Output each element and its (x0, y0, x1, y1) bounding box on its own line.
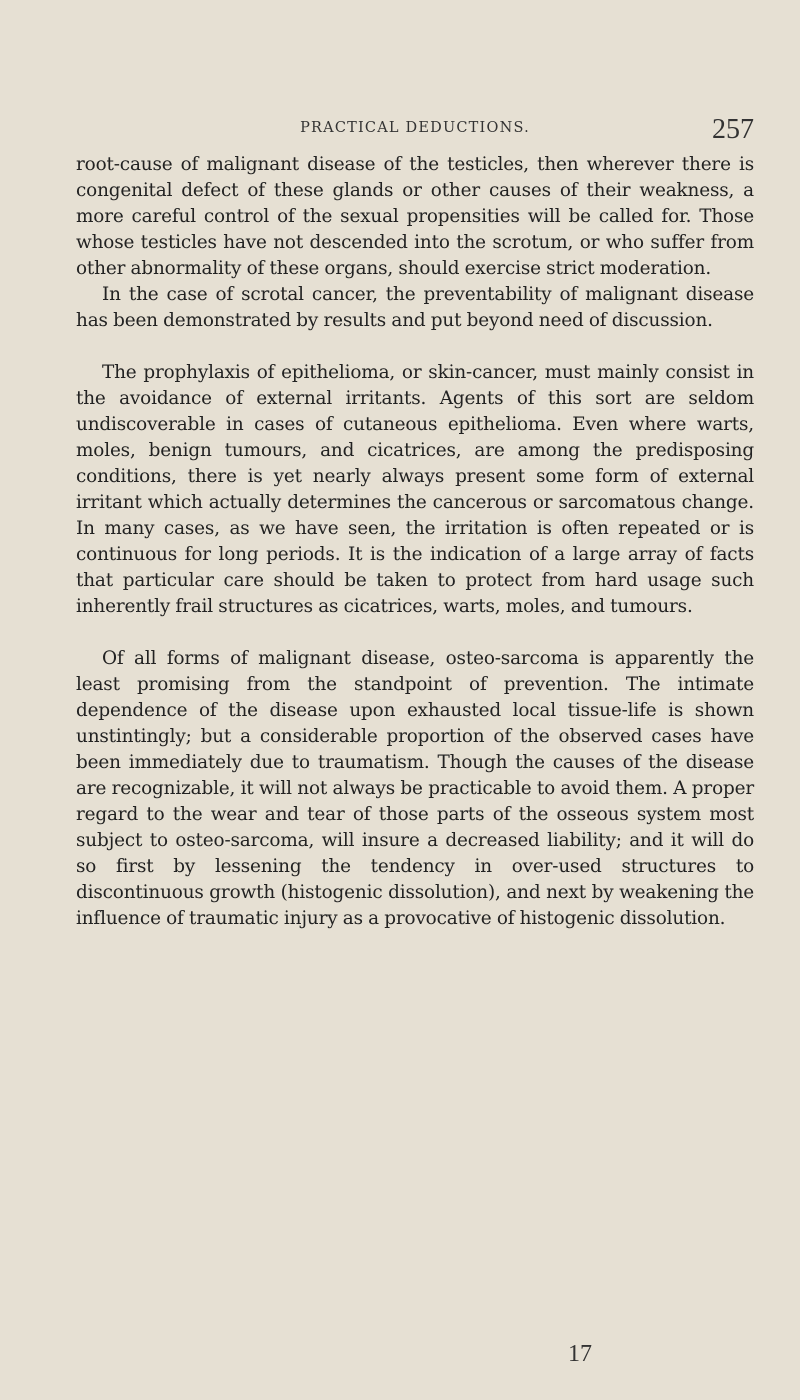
running-title: PRACTICAL DEDUCTIONS. (300, 120, 530, 136)
paragraph-osteo-sarcoma: Of all forms of malignant disease, osteo-sarcoma is apparently the least promising from the standpoint of prevention. The intimate dependence of the disease upon exhausted local tissue-life is shown unstintingly; but a considerable proportion of the observed cases have been immediately due to traumatism. Though the causes of the disease are recognizable, it will not always be practicable to avoid them. A proper regard to the wear and tear of those parts of the osseous system most subject to osteo-sarcoma, will insure a decreased liability; and it will do so first by lessening the tendency in over-used structures to discontinuous growth (histogenic dissolution), and next by weakening the influence of traumatic injury as a provocative of histogenic dissolution. (76, 648, 754, 929)
signature-mark: 17 (568, 1341, 592, 1367)
paragraph-continuation: root-cause of malignant disease of the testicles, then wherever there is congenital defect of these glands or other causes of their weakness, a more careful control of the sexual propensities will be called for. Those whose testicles have not descended into the scrotum, or who suffer from other abnormality of these organs, should exercise strict moderation. (76, 154, 754, 279)
paragraph-epithelioma: The prophylaxis of epithelioma, or skin-cancer, must mainly consist in the avoidance of external irritants. Agents of this sort are seldom undiscoverable in cases of cutaneous epithelioma. Even where warts, moles, benign tumours, and cicatrices, are among the predisposing conditions, there is yet nearly always present some form of external irritant which actually determines the cancerous or sarcomatous change. In many cases, as we have seen, the irritation is often repeated or is continuous for long periods. It is the indication of a large array of facts that particular care should be taken to protect from hard usage such inherently frail structures as cicatrices, warts, moles, and tumours. (76, 362, 754, 617)
body-text (76, 152, 754, 932)
page-number: 257 (712, 114, 754, 145)
paragraph-scrotal-cancer: In the case of scrotal cancer, the preventability of malignant disease has been demonstrated by results and put beyond need of discussion. (76, 284, 754, 331)
running-head (76, 114, 754, 145)
